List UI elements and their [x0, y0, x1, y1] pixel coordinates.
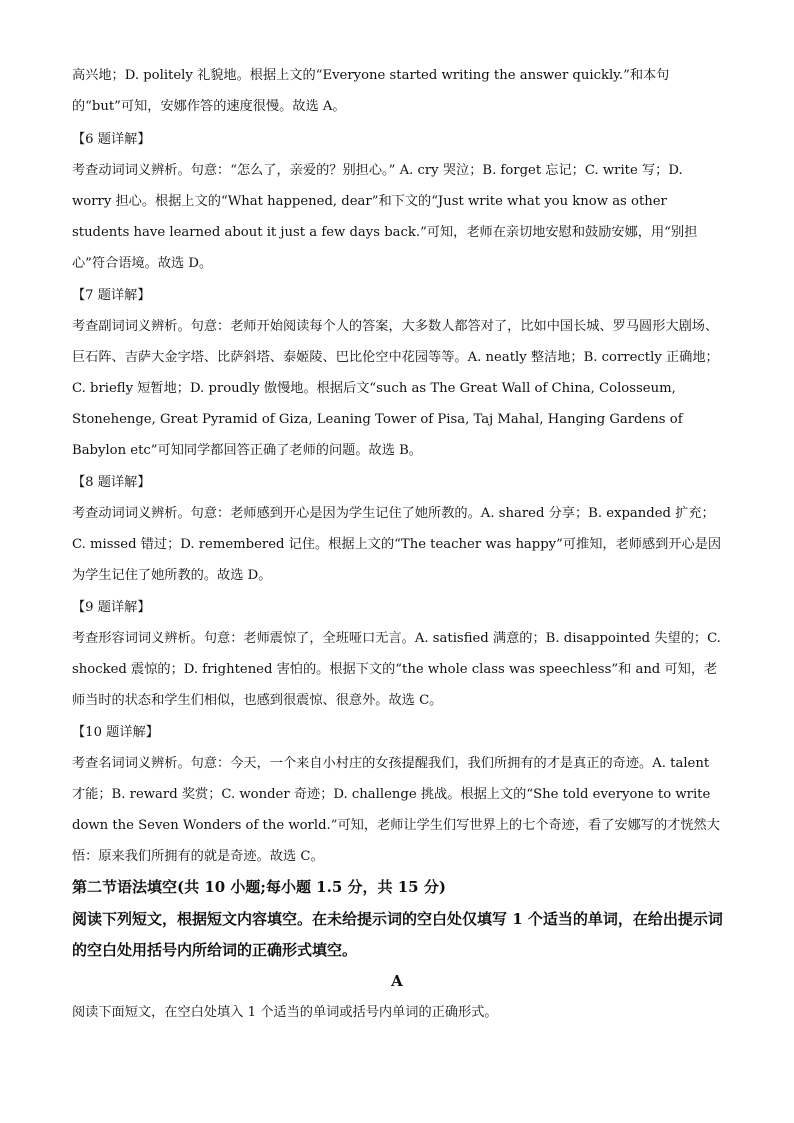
paragraph-q9: 考查形容词词义辨析。句意：老师震惊了，全班哑口无言。A. satisfied 满意的；B. disappointed 失望的；C. shocked 震惊的；D. frightened 害怕的。根据下文的“the whole class was speechless”和 and 可知，老师当时的状态和学生们相似，也感到很震惊、很意外。故选 C。 [72, 631, 721, 708]
section-instruction: 阅读下列短文，根据短文内容填空。在未给提示词的空白处仅填写 1 个适当的单词，在给出提示词的空白处用括号内所给词的正确形式填空。 [72, 910, 723, 959]
heading-q9: 【9 题详解】 [72, 600, 151, 615]
part-intro: 阅读下面短文，在空白处填入 1 个适当的单词或括号内单词的正确形式。 [72, 1005, 498, 1020]
heading-q7: 【7 题详解】 [72, 288, 151, 303]
paragraph-q8: 考查动词词义辨析。句意：老师感到开心是因为学生记住了她所教的。A. shared 分享；B. expanded 扩充；C. missed 错过；D. remembered 记住。根据上文的“The teacher was happy”可推知，老师感到开心是因为学生记住了她所教的。故选 D。 [72, 506, 722, 583]
paragraph-q6: 考查动词词义辨析。句意：“怎么了，亲爱的？别担心。” A. cry 哭泣；B. forget 忘记；C. write 写；D. worry 担心。根据上文的“What happened, dear”和下文的“Just write what you know as other students have learned about it just a few days back.”可知，老师在亲切地安慰和鼓励安娜，用“别担心”符合语境。故选 D。 [72, 163, 698, 271]
paragraph-q5-end: 高兴地；D. politely 礼貌地。根据上文的“Everyone started writing the answer quickly.”和本句的“but”可知，安娜作答的速度很慢。故选 A。 [72, 68, 670, 114]
heading-q6: 【6 题详解】 [72, 132, 151, 147]
paragraph-q7: 考查副词词义辨析。句意：老师开始阅读每个人的答案，大多数人都答对了，比如中国长城、罗马圆形大剧场、巨石阵、吉萨大金字塔、比萨斜塔、泰姬陵、巴比伦空中花园等等。A. neatly 整洁地；B. correctly 正确地；C. briefly 短暂地；D. proudly 傲慢地。根据后文“such as The Great Wall of China, Colosseum, Stonehenge, Great Pyramid of Giza, Leaning Tower of Pisa, Taj Mahal, Hanging Gardens of Babylon etc”可知同学都回答正确了老师的问题。故选 B。 [72, 319, 719, 458]
paragraph-q10: 考查名词词义辨析。句意：今天，一个来自小村庄的女孩提醒我们，我们所拥有的才是真正的奇迹。A. talent 才能；B. reward 奖赏；C. wonder 奇迹；D. challenge 挑战。根据上文的“She told everyone to write down the Seven Wonders of the world.”可知，老师让学生们写世界上的七个奇迹，看了安娜写的才恍然大悟：原来我们所拥有的就是奇迹。故选 C。 [72, 756, 720, 864]
part-label: A [391, 972, 403, 990]
section-title: 第二节语法填空(共 10 小题;每小题 1.5 分，共 15 分) [72, 878, 446, 896]
heading-q8: 【8 题详解】 [72, 475, 151, 490]
heading-q10: 【10 题详解】 [72, 725, 159, 740]
